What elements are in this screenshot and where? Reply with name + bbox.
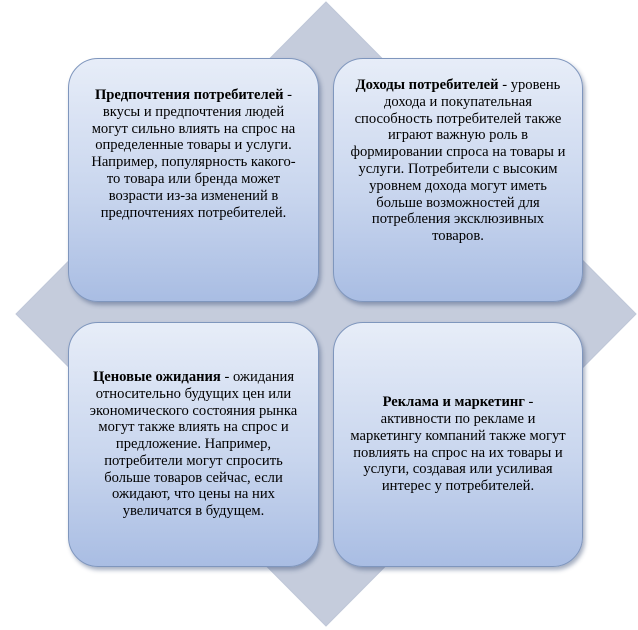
block-price-expectations-title: Ценовые ожидания <box>92 368 221 385</box>
block-consumer-preferences-body: - вкусы и предпочтения людей могут сильно влиять на спрос на определенные товары и услуги. Например, популярность какого-то товара или бренда может возрасти из-за изменений в предпочтениях потребителей. <box>91 87 296 221</box>
block-consumer-income-body: - уровень дохода и покупательная способность потребителей также играют важную роль в формировании спроса на товары и услуги. Потребители с высоким уровнем дохода могут иметь больше возможностей для потребления эксклюзивных товаров. <box>350 77 566 245</box>
block-advertising-marketing <box>333 322 583 567</box>
block-consumer-preferences-text <box>85 87 302 221</box>
block-price-expectations-text <box>85 369 302 520</box>
block-consumer-preferences-title: Предпочтения потребителей <box>94 87 284 103</box>
block-advertising-marketing-body: - активности по рекламе и маркетингу компаний также могут повлиять на спрос на их товары и услуги, создавая или усиливая интерес у потребителей. <box>350 394 566 495</box>
block-advertising-marketing-title: Реклама и маркетинг <box>382 394 525 411</box>
block-consumer-preferences <box>68 58 319 302</box>
block-price-expectations-body: - ожидания относительно будущих цен или экономического состояния рынка могут также влиять на спрос и предложение. Например, потребители могут спросить больше товаров сейчас, если ожидают, что цены на них увеличатся в будущем. <box>89 368 298 520</box>
block-consumer-income <box>333 58 583 302</box>
block-price-expectations <box>68 322 319 567</box>
block-consumer-income-title: Доходы потребителей <box>355 77 499 93</box>
block-consumer-income-text <box>350 77 566 245</box>
block-advertising-marketing-text <box>350 394 566 495</box>
